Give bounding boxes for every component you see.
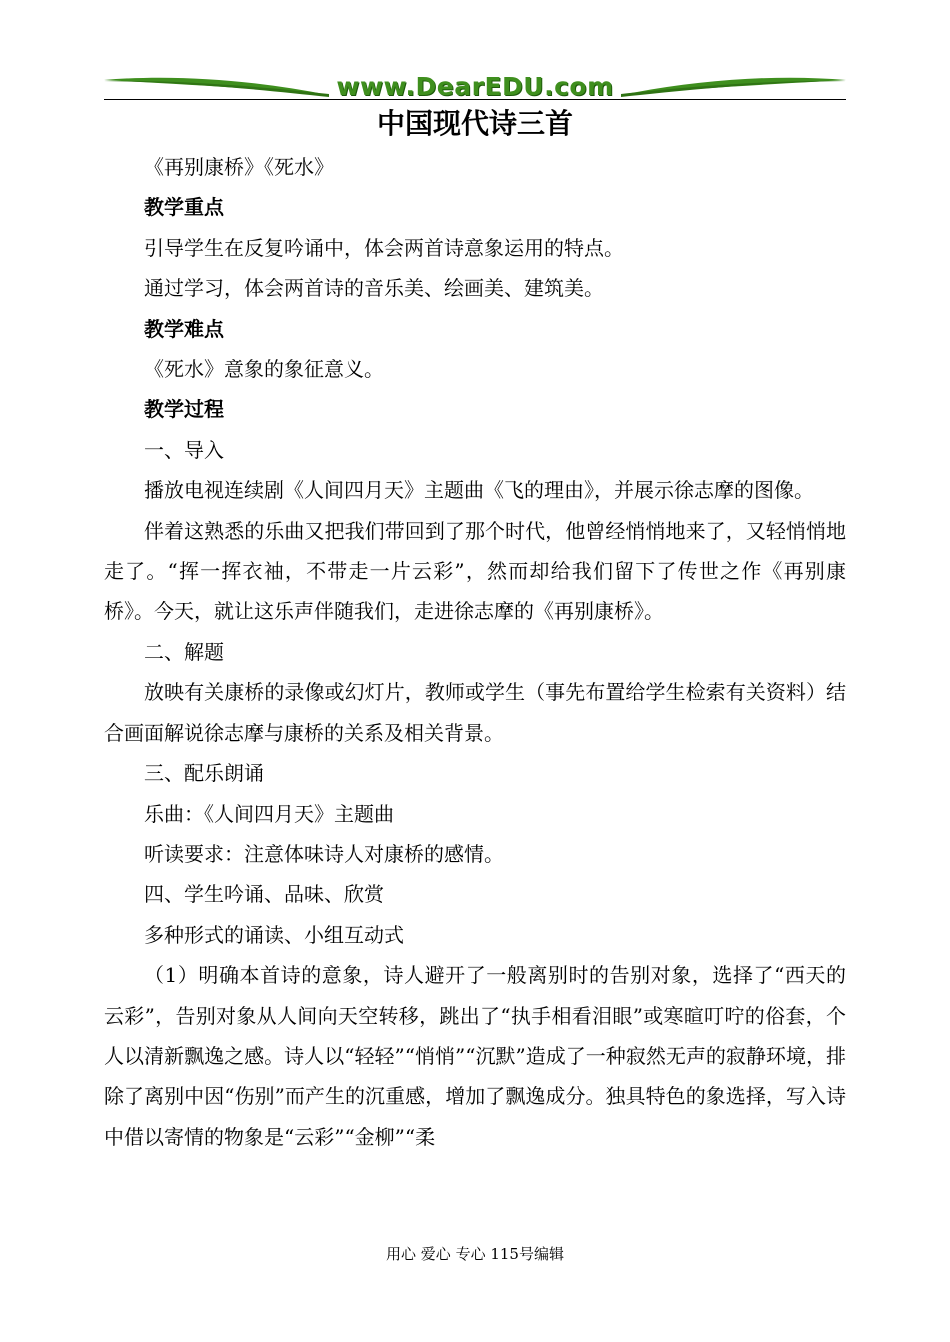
paragraph: 四、学生吟诵、品味、欣赏 <box>144 882 384 907</box>
paragraph: 《死水》意象的象征意义。 <box>144 357 384 382</box>
document-body <box>104 147 846 1157</box>
paragraph: 《再别康桥》《死水》 <box>144 155 334 179</box>
paragraph: 通过学习，体会两首诗的音乐美、绘画美、建筑美。 <box>144 276 604 301</box>
paragraph: 二、解题 <box>144 639 224 664</box>
paragraph: 多种形式的诵读、小组互动式 <box>144 922 404 947</box>
paragraph: 伴着这熟悉的乐曲又把我们带回到了那个时代，他曾经悄悄地来了，又轻悄悄地走了。“挥一挥衣袖，不带走一片云彩”，然而却给我们留下了传世之作《再别康桥》。今天，就让这乐声伴随我们，走进徐志摩的《再别康桥》。 <box>104 518 846 624</box>
paragraph: 乐曲：《人间四月天》主题曲 <box>144 801 394 826</box>
paragraph: 放映有关康桥的录像或幻灯片，教师或学生（事先布置给学生检索有关资料）结合画面解说徐志摩与康桥的关系及相关背景。 <box>104 680 846 745</box>
paragraph: 播放电视连续剧《人间四月天》主题曲《飞的理由》，并展示徐志摩的图像。 <box>144 478 814 503</box>
site-logo: www.DearEDU.com <box>336 72 614 101</box>
paragraph: 三、配乐朗诵 <box>144 761 264 786</box>
paragraph: 引导学生在反复吟诵中，体会两首诗意象运用的特点。 <box>144 235 624 260</box>
paragraph: （1）明确本首诗的意象，诗人避开了一般离别时的告别对象，选择了“西天的云彩”，告别对象从人间向天空转移，跳出了“执手相看泪眼”或寒暄叮咛的俗套，个人以清新飘逸之感。诗人以“轻轻”“悄悄”“沉默”造成了一种寂然无声的寂静环境，排除了离别中因“伤别”而产生的沉重感，增加了飘逸成分。独具特色的象选择，写入诗中借以寄情的物象是“云彩”“金柳”“柔 <box>104 963 846 1149</box>
page-title: 中国现代诗三首 <box>376 107 573 140</box>
header-rule <box>104 99 846 100</box>
section-heading: 教学重点 <box>144 195 224 220</box>
paragraph: 一、导入 <box>144 437 224 462</box>
paragraph: 听读要求：注意体味诗人对康桥的感情。 <box>144 841 504 866</box>
section-heading: 教学难点 <box>144 316 224 341</box>
section-heading: 教学过程 <box>144 397 224 422</box>
page-footer: 用心 爱心 专心 115号编辑 <box>386 1245 564 1263</box>
